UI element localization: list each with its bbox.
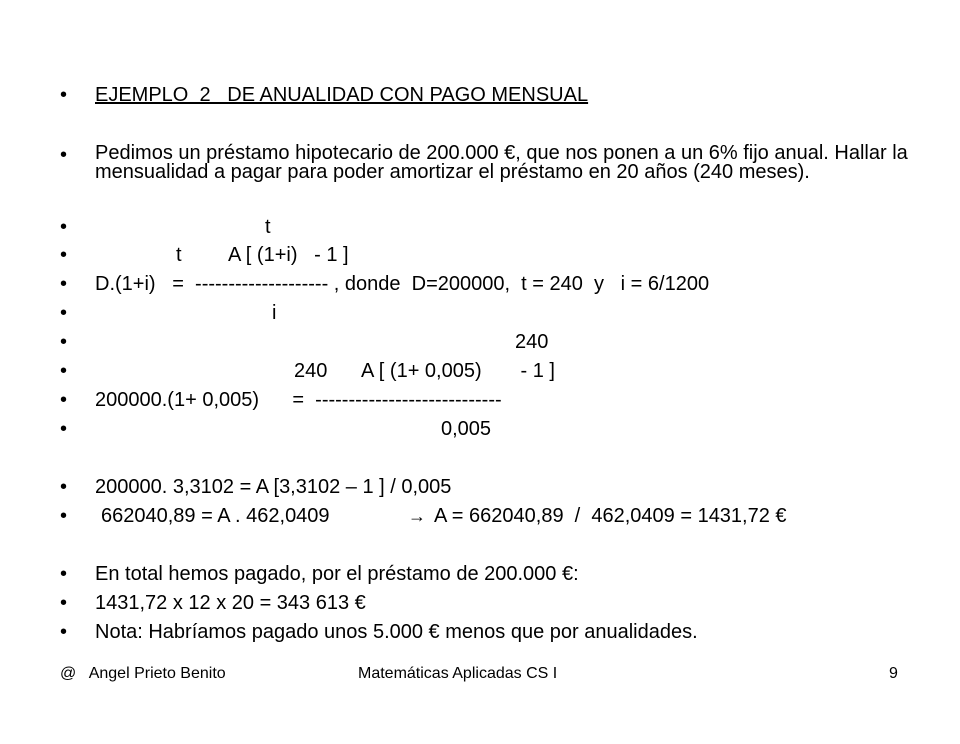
slide-footer [0,664,960,744]
footer-author: @ Angel Prieto Benito [60,665,226,682]
formula-main: D.(1+i) = -------------------- , donde D=200000, t = 240 y i = 6/1200 [95,273,710,295]
bullet: • [60,331,68,353]
bullet: • [60,273,68,295]
numeric-numerator: A [ (1+ 0,005) - 1 ] [361,360,555,382]
bullet: • [60,302,68,324]
slide-title: EJEMPLO 2 DE ANUALIDAD CON PAGO MENSUAL [95,84,589,106]
total-calc: 1431,72 x 12 x 20 = 343 613 € [95,592,366,614]
bullet: • [60,592,68,614]
numeric-denominator: 0,005 [441,418,492,440]
bullet: • [60,144,68,166]
numeric-main: 200000.(1+ 0,005) = ---------------------------- [95,389,502,411]
footer-course: Matemáticas Aplicadas CS I [358,665,558,682]
problem-statement: Pedimos un préstamo hipotecario de 200.000 €, que nos ponen a un 6% fijo anual. Hallar la mensualidad a pagar para poder amortizar el préstamo en 20 años (240 meses). [95,142,908,183]
calc-text-2b: A = 662040,89 / 462,0409 = 1431,72 € [434,505,787,527]
formula-exponent: t [265,216,271,238]
bullet: • [60,621,68,643]
total-intro: En total hemos pagado, por el préstamo de 200.000 €: [95,563,579,585]
numeric-numerator-exponent: 240 [294,360,328,382]
bullet: • [60,389,68,411]
formula-numerator-exponent: t [176,244,182,266]
bullet: • [60,476,68,498]
calc-text-2a: 662040,89 = A . 462,0409 [101,505,330,527]
formula-denominator: i [272,302,277,324]
formula-numerator: A [ (1+i) - 1 ] [228,244,349,266]
bullet: • [60,505,68,527]
bullet: • [60,563,68,585]
bullet: • [60,244,68,266]
footer-page-number: 9 [889,665,898,682]
calc-text-1: 200000. 3,3102 = A [3,3102 – 1 ] / 0,005 [95,476,452,498]
right-arrow-icon: → [408,506,426,526]
bullet: • [60,418,68,440]
bullet: • [60,216,68,238]
bullet: • [60,84,68,106]
numeric-exponent: 240 [515,331,549,353]
note: Nota: Habríamos pagado unos 5.000 € menos que por anualidades. [95,621,698,643]
bullet: • [60,360,68,382]
